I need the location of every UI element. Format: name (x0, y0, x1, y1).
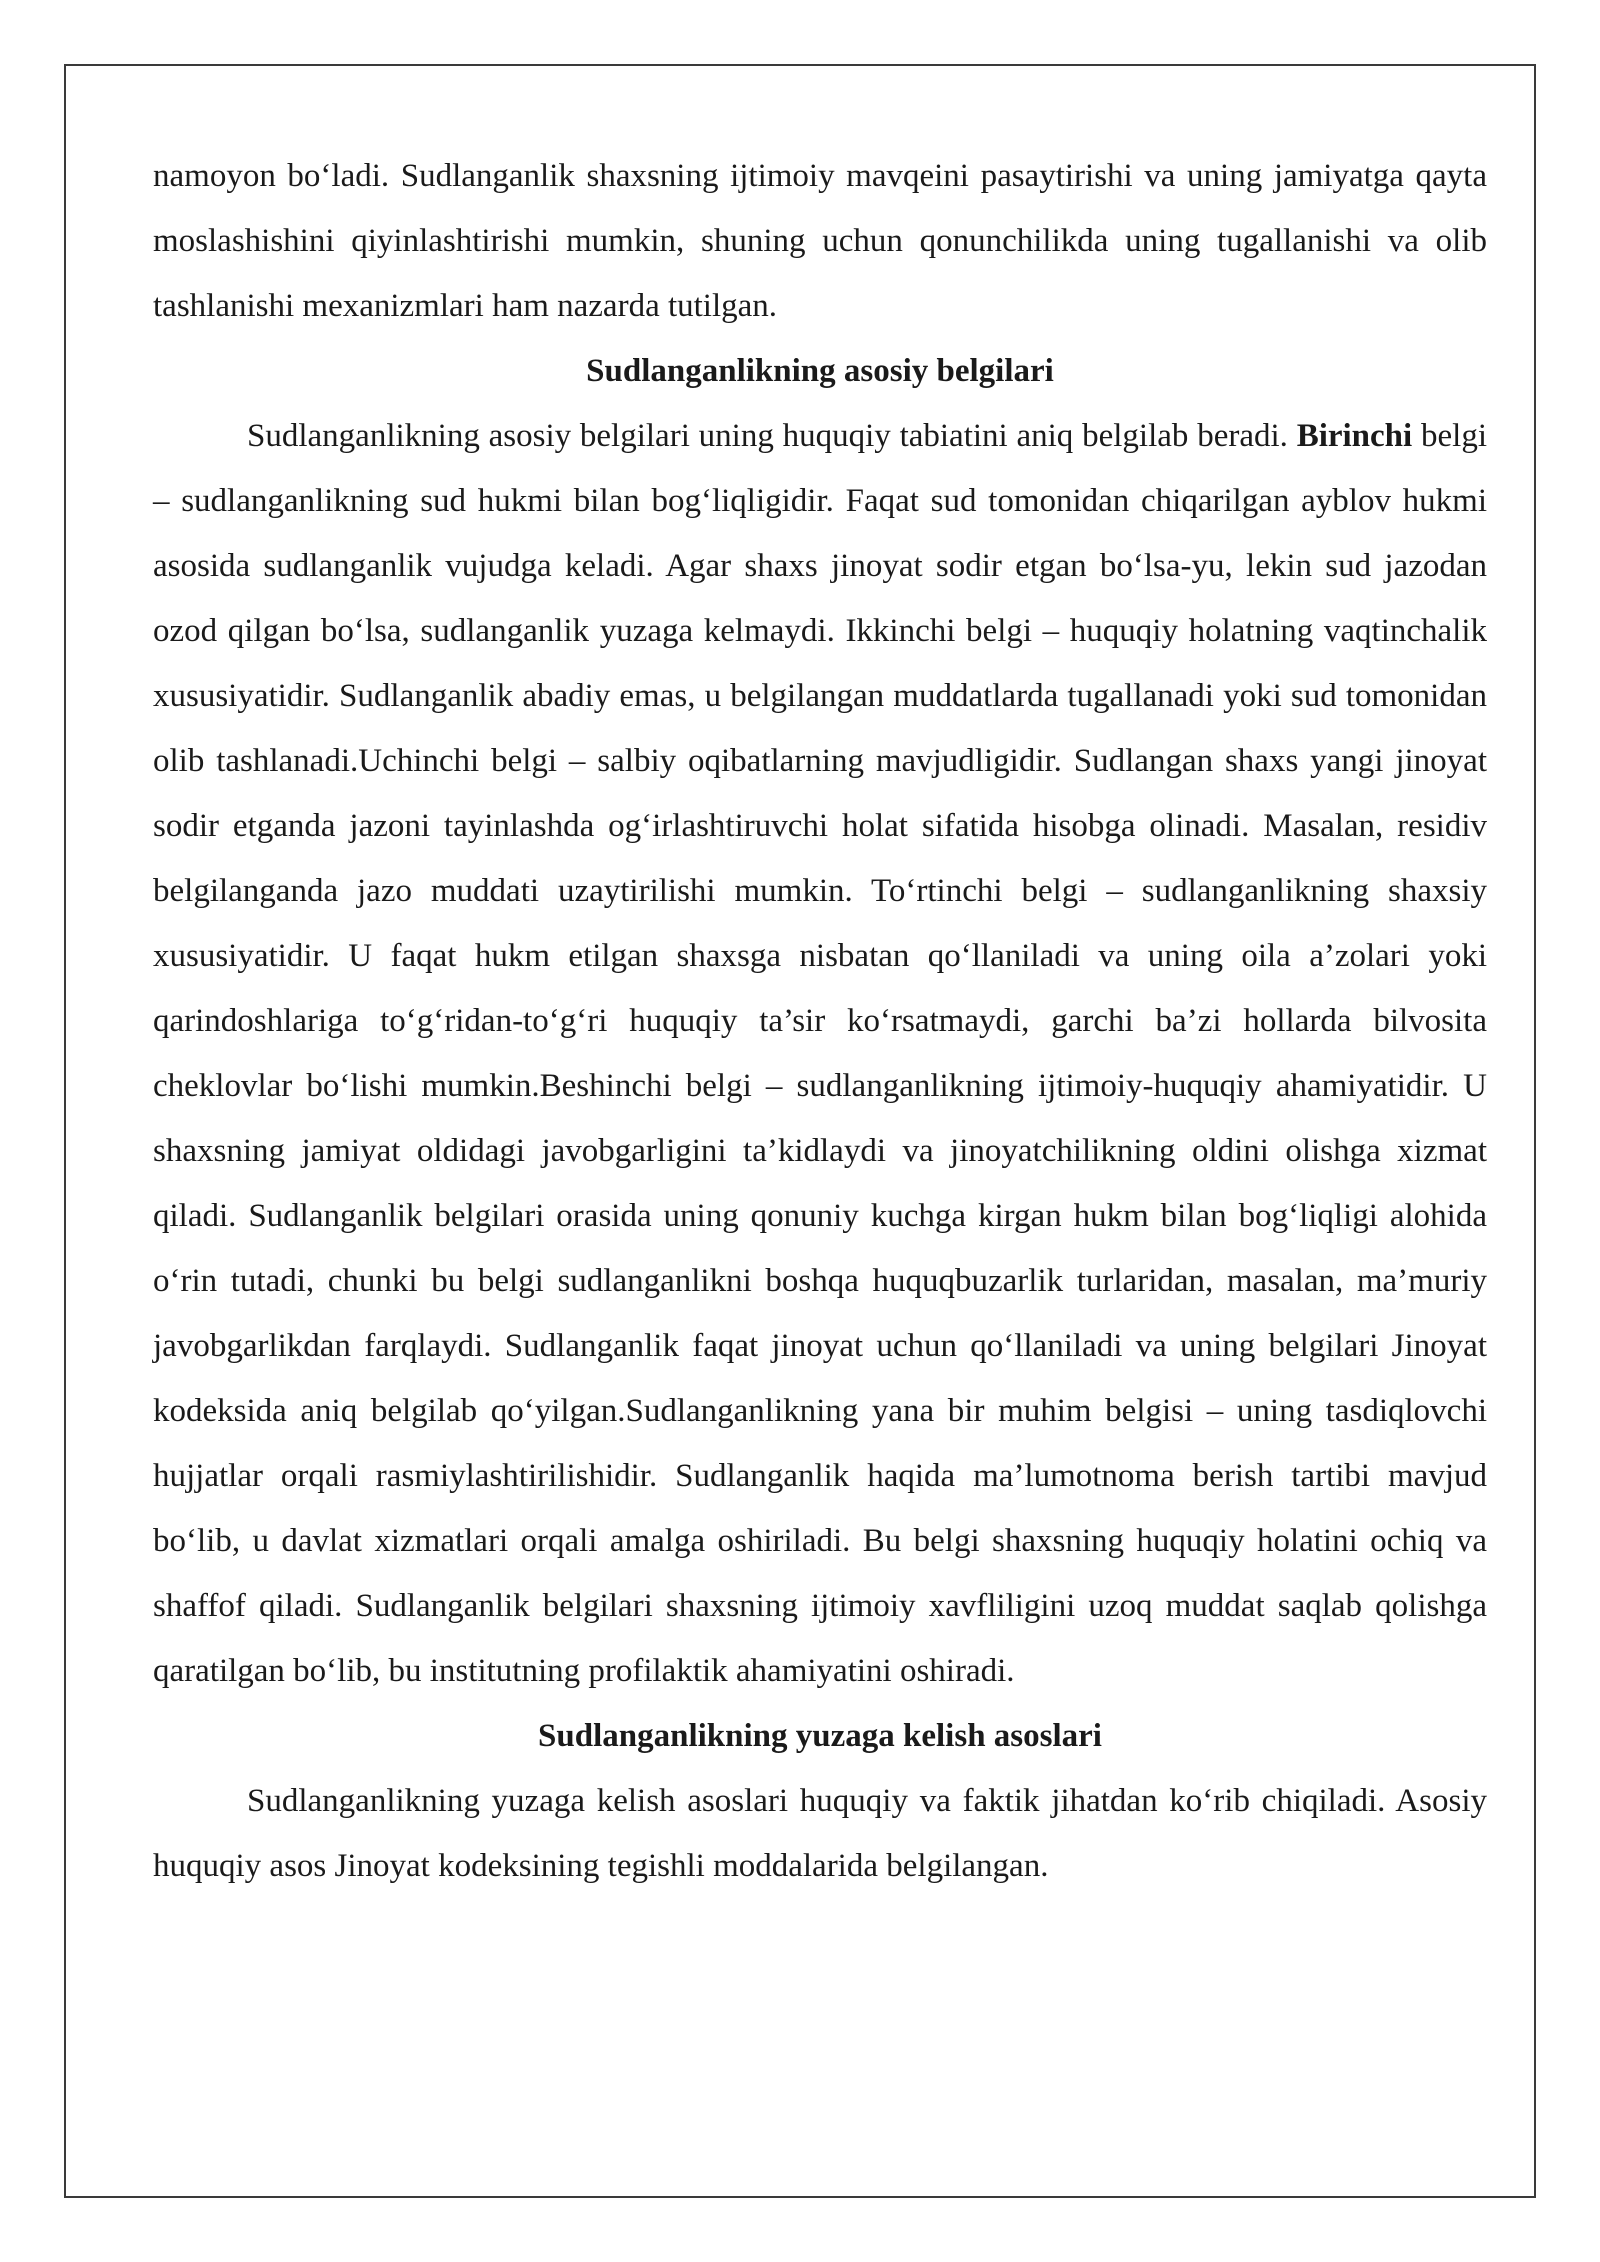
bold-term-first: Birinchi (1296, 418, 1413, 454)
document-body (153, 144, 1487, 1899)
paragraph-main-features (153, 404, 1487, 1704)
paragraph-grounds: Sudlanganlikning yuzaga kelish asoslari huquqiy va faktik jihatdan ko‘rib chiqiladi. Asosiy huquqiy asos Jinoyat kodeksining tegishli moddalarida belgilangan. (153, 1783, 1487, 1884)
paragraph-intro: namoyon bo‘ladi. Sudlanganlik shaxsning ijtimoiy mavqeini pasaytirishi va uning jamiyatga qayta moslashishini qiyinlashtirishi mumkin, shuning uchun qonunchilikda uning tugallanishi va olib tashlanishi mexanizmlari ham nazarda tutilgan. (153, 158, 1487, 324)
paragraph-rest-text: belgi – sudlanganlikning sud hukmi bilan bog‘liqligidir. Faqat sud tomonidan chiqarilgan ayblov hukmi asosida sudlanganlik vujudga keladi. Agar shaxs jinoyat sodir etgan bo‘lsa-yu, lekin sud jazodan ozod qilgan bo‘lsa, sudlanganlik yuzaga kelmaydi. Ikkinchi belgi – huquqiy holatning vaqtinchalik xususiyatidir. Sudlanganlik abadiy emas, u belgilangan muddatlarda tugallanadi yoki sud tomonidan olib tashlanadi.Uchinchi belgi – salbiy oqibatlarning mavjudligidir. Sudlangan shaxs yangi jinoyat sodir etganda jazoni tayinlashda og‘irlashtiruvchi holat sifatida hisobga olinadi. Masalan, residiv belgilanganda jazo muddati uzaytirilishi mumkin. To‘rtinchi belgi – sudlanganlikning shaxsiy xususiyatidir. U faqat hukm etilgan shaxsga nisbatan qo‘llaniladi va uning oila a’zolari yoki qarindoshlariga to‘g‘ridan-to‘g‘ri huquqiy ta’sir ko‘rsatmaydi, garchi ba’zi hollarda bilvosita cheklovlar bo‘lishi mumkin.Beshinchi belgi – sudlanganlikning ijtimoiy-huquqiy ahamiyatidir. U shaxsning jamiyat oldidagi javobgarligini ta’kidlaydi va jinoyatchilikning oldini olishga xizmat qiladi. Sudlanganlik belgilari orasida uning qonuniy kuchga kirgan hukm bilan bog‘liqligi alohida o‘rin tutadi, chunki bu belgi sudlanganlikni boshqa huquqbuzarlik turlaridan, masalan, ma’muriy javobgarlikdan farqlaydi. Sudlanganlik faqat jinoyat uchun qo‘llaniladi va uning belgilari Jinoyat kodeksida aniq belgilab qo‘yilgan.Sudlanganlikning yana bir muhim belgisi – uning tasdiqlovchi hujjatlar orqali rasmiylashtirilishidir. Sudlanganlik haqida ma’lumotnoma berish tartibi mavjud bo‘lib, u davlat xizmatlari orqali amalga oshiriladi. Bu belgi shaxsning huquqiy holatini ochiq va shaffof qiladi. Sudlanganlik belgilari shaxsning ijtimoiy xavfliligini uzoq muddat saqlab qolishga qaratilgan bo‘lib, bu institutning profilaktik ahamiyatini oshiradi. (153, 418, 1487, 1689)
paragraph-start-text: Sudlanganlikning asosiy belgilari uning huquqiy tabiatini aniq belgilab beradi. (247, 418, 1297, 454)
section-heading-main-features: Sudlanganlikning asosiy belgilari (586, 353, 1054, 389)
section-heading-grounds: Sudlanganlikning yuzaga kelish asoslari (538, 1718, 1102, 1754)
